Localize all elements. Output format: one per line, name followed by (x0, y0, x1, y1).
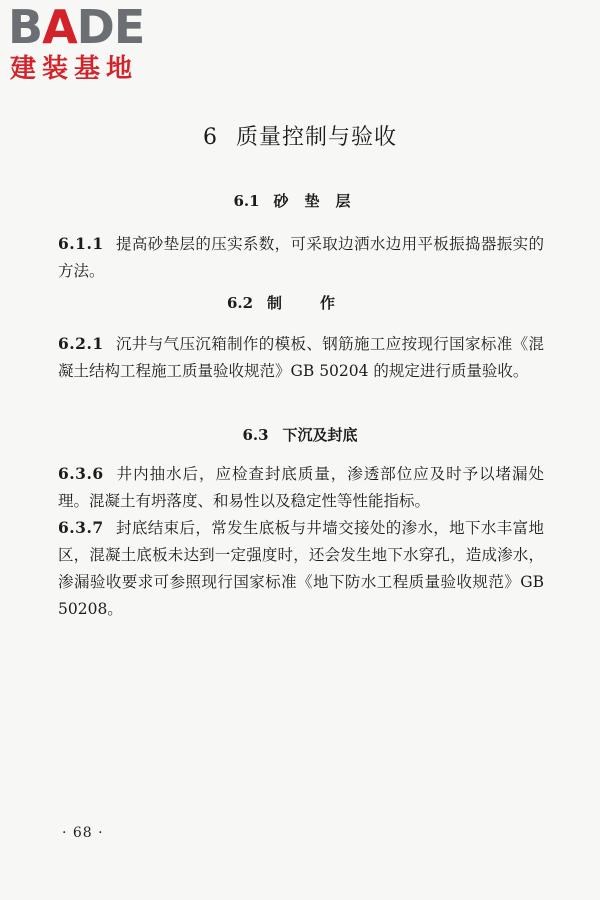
section-title-text: 砂垫层 (273, 192, 367, 210)
clause-number: 6.3.6 (58, 464, 104, 483)
clause-number: 6.2.1 (58, 334, 104, 353)
page-number: · 68 · (62, 825, 104, 841)
clause-number: 6.1.1 (58, 234, 104, 253)
section-number: 6.2 (226, 294, 254, 312)
section-title-text: 制作 (267, 294, 374, 312)
chapter-title (0, 124, 600, 152)
chapter-title-text: 质量控制与验收 (235, 125, 397, 150)
clause-number: 6.3.7 (58, 518, 104, 537)
clause-6-3-7 (58, 514, 544, 623)
clause-6-2-1 (58, 330, 544, 385)
section-title-6-1 (0, 191, 600, 211)
section-title-text: 下沉及封底 (282, 426, 358, 444)
section-number: 6.1 (233, 192, 260, 210)
clause-text: 封底结束后，常发生底板与井墙交接处的渗水，地下水丰富地区，混凝土底板未达到一定强度时，还会发生地下水穿孔，造成渗水，渗漏验收要求可参照现行国家标准《地下防水工程质量验收规范》GB 50208。 (58, 519, 544, 618)
logo-wordmark: BADE (8, 0, 145, 54)
section-number: 6.3 (242, 426, 269, 444)
clause-6-3-6 (58, 460, 544, 515)
section-title-6-3 (0, 425, 600, 445)
clause-text: 井内抽水后，应检查封底质量，渗透部位应及时予以堵漏处理。混凝土有坍落度、和易性以及稳定性等性能指标。 (58, 465, 544, 510)
section-title-6-2 (0, 293, 600, 313)
chapter-number: 6 (202, 125, 218, 150)
logo-subtitle: 建装基地 (10, 54, 139, 84)
clause-text: 沉井与气压沉箱制作的模板、钢筋施工应按现行国家标准《混凝土结构工程施工质量验收规范》GB 50204 的规定进行质量验收。 (58, 335, 544, 380)
clause-6-1-1 (58, 230, 544, 285)
clause-text: 提高砂垫层的压实系数，可采取边洒水边用平板振捣器振实的方法。 (58, 235, 544, 280)
brand-logo (8, 2, 178, 86)
